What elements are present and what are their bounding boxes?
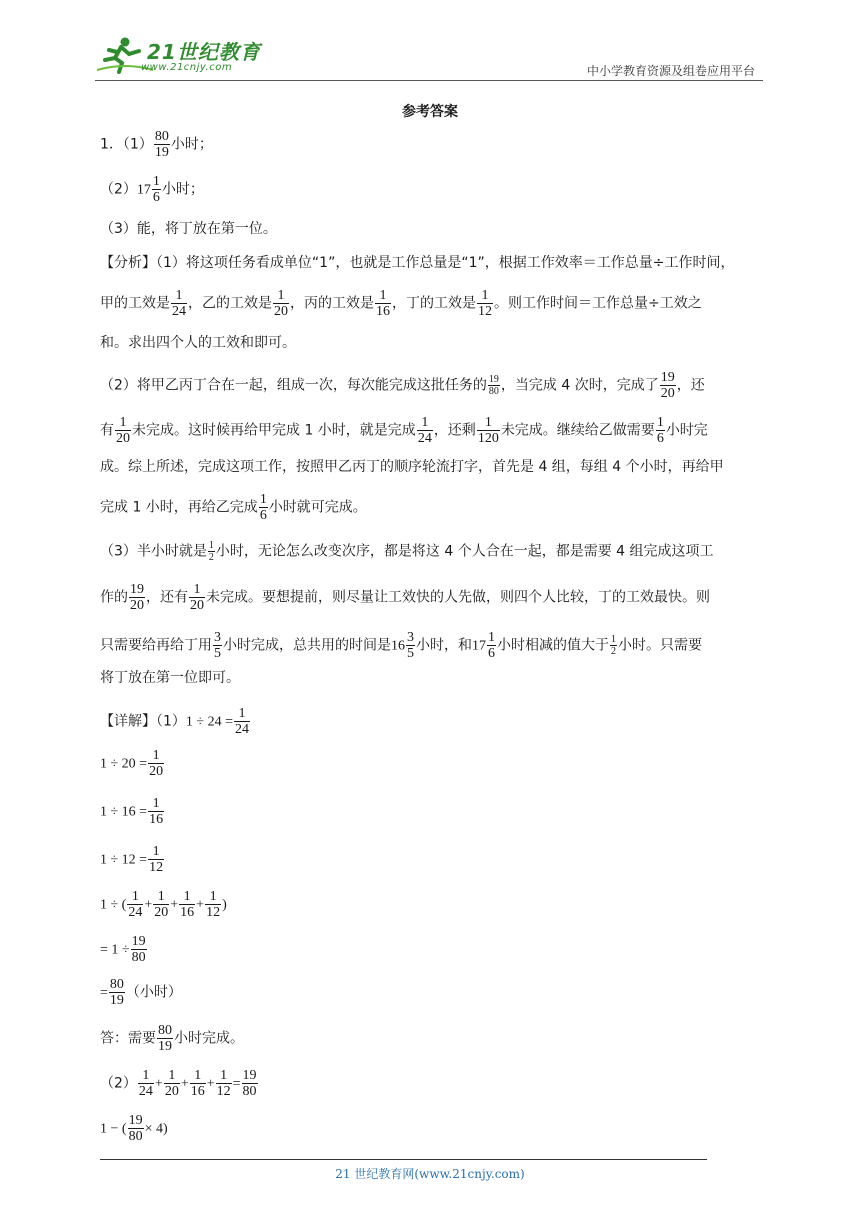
text: 小时，无论怎么改变次序，都是将这 4 个人合在一起，都是需要 4 组完成这项工 xyxy=(215,543,714,560)
denominator: 20 xyxy=(116,431,130,446)
plus-sign: + xyxy=(154,1076,163,1092)
fraction xyxy=(109,977,125,1008)
equation: 1 − ( xyxy=(100,1121,127,1137)
text: 小时； xyxy=(161,181,204,198)
analysis-line-8 xyxy=(100,540,714,563)
denominator: 24 xyxy=(172,304,186,319)
answer-1-1 xyxy=(100,129,213,160)
logo-text: 21世纪教育 xyxy=(147,40,261,64)
denominator: 24 xyxy=(128,905,143,920)
answer-1-3: （3）能，将丁放在第一位。 xyxy=(100,221,277,237)
fraction xyxy=(115,415,131,446)
analysis-line-9 xyxy=(100,582,710,613)
text: 甲的工效是 xyxy=(100,295,170,312)
fraction xyxy=(488,374,500,397)
equation: = xyxy=(232,1076,241,1092)
text: ，丁的工效是 xyxy=(392,295,476,312)
detail-line-4 xyxy=(100,844,165,875)
text: ，丙的工效是 xyxy=(290,295,374,312)
numerator: 1 xyxy=(417,415,433,431)
denominator: 6 xyxy=(488,646,495,661)
text: 1．（1） xyxy=(100,136,153,153)
denominator: 19 xyxy=(158,1039,172,1054)
fraction xyxy=(190,1068,206,1099)
fraction xyxy=(153,889,169,920)
text: 【详解】（1） xyxy=(100,713,186,730)
numerator: 80 xyxy=(109,977,124,992)
fraction xyxy=(234,706,250,737)
numerator: 1 xyxy=(148,796,164,812)
fraction xyxy=(660,370,676,401)
numerator: 1 xyxy=(656,415,664,430)
fraction xyxy=(154,129,170,160)
text: ，还 xyxy=(676,377,705,394)
fraction xyxy=(152,174,161,205)
text: 有 xyxy=(100,422,114,439)
fraction xyxy=(131,934,147,965)
analysis-line-4 xyxy=(100,370,705,401)
text: 答：需要 xyxy=(100,1030,156,1047)
fraction xyxy=(610,634,617,657)
footer-divider xyxy=(100,1159,707,1160)
fraction xyxy=(477,415,500,446)
logo-url: www.21cnjy.com xyxy=(141,62,233,73)
answer-1-2 xyxy=(100,174,204,205)
text: 小时相减的值大于 xyxy=(497,637,609,654)
numerator: 1 xyxy=(148,748,164,764)
text: 未完成。这时候再给甲完成 1 小时，就是完成 xyxy=(132,422,416,439)
numerator: 19 xyxy=(131,934,146,949)
denominator: 24 xyxy=(235,722,250,737)
equation: × 4) xyxy=(144,1121,168,1137)
fraction xyxy=(375,288,391,319)
denominator: 20 xyxy=(274,304,288,319)
numerator: 1 xyxy=(611,634,616,645)
text: 未完成。要想提前，则尽量让工效快的人先做，则四个人比较，丁的工效最快。则 xyxy=(206,589,710,606)
analysis-line-5 xyxy=(100,415,708,446)
plus-sign: + xyxy=(196,897,205,913)
denominator: 20 xyxy=(660,386,675,401)
fraction xyxy=(205,889,221,920)
denominator: 2 xyxy=(611,646,616,657)
text: 只需要给再给丁用 xyxy=(100,637,212,654)
numerator: 1 xyxy=(171,288,187,304)
numerator: 3 xyxy=(407,630,414,645)
numerator: 1 xyxy=(234,706,250,722)
fraction xyxy=(157,1023,173,1054)
fraction xyxy=(179,889,195,920)
equation: 1 ÷ 12 = xyxy=(100,852,148,868)
numerator: 1 xyxy=(477,288,493,304)
detail-line-5 xyxy=(100,889,227,920)
fraction xyxy=(148,796,164,827)
denominator: 20 xyxy=(154,905,169,920)
plus-sign: + xyxy=(206,1076,215,1092)
text: 未完成。继续给乙做需要 xyxy=(500,422,655,439)
text: ，当完成 4 次时，完成了 xyxy=(500,377,659,394)
fraction xyxy=(171,288,187,319)
denominator: 12 xyxy=(216,1084,231,1099)
numerator: 1 xyxy=(164,1068,180,1084)
denominator: 16 xyxy=(376,304,390,319)
plus-sign: + xyxy=(180,1076,189,1092)
equation: 1 ÷ ( xyxy=(100,897,127,913)
equation: = 1 ÷ xyxy=(100,942,130,958)
equation: 1 ÷ 16 = xyxy=(100,804,148,820)
analysis-line-6: 成。综上所述，完成这项工作，按照甲乙丙丁的顺序轮流打字，首先是 4 组，每组 4 个小时，再给甲 xyxy=(100,459,724,475)
detail-line-2 xyxy=(100,748,165,779)
site-logo xyxy=(95,34,295,74)
text: （3）半小时就是 xyxy=(100,543,207,560)
fraction xyxy=(138,1068,154,1099)
denominator: 80 xyxy=(488,386,499,397)
numerator: 19 xyxy=(130,582,144,597)
detail-line-1 xyxy=(100,706,251,737)
detail-line-10 xyxy=(100,1113,168,1144)
text: 小时； xyxy=(170,136,213,153)
denominator: 120 xyxy=(477,431,499,446)
denominator: 16 xyxy=(149,812,164,827)
text: 小时完成。 xyxy=(174,1030,244,1047)
equation: 1 ÷ 24 = xyxy=(185,714,234,730)
fraction xyxy=(242,1068,258,1099)
whole-number: 16 xyxy=(391,638,405,654)
platform-tagline: 中小学教育资源及组卷应用平台 xyxy=(586,64,755,78)
fraction xyxy=(656,415,665,446)
fraction xyxy=(148,748,164,779)
equation: 1 ÷ 20 = xyxy=(100,756,148,772)
numerator: 1 xyxy=(190,1068,206,1084)
denominator: 80 xyxy=(131,950,146,965)
denominator: 24 xyxy=(417,431,432,446)
denominator: 12 xyxy=(149,860,164,875)
analysis-line-7 xyxy=(100,492,367,523)
fraction xyxy=(417,415,433,446)
fraction xyxy=(148,844,164,875)
denominator: 12 xyxy=(478,304,492,319)
numerator: 1 xyxy=(259,492,267,507)
text: 小时完 xyxy=(665,422,708,439)
text: ，乙的工效是 xyxy=(188,295,272,312)
detail-line-7 xyxy=(100,977,182,1008)
plus-sign: + xyxy=(170,897,179,913)
denominator: 20 xyxy=(190,598,204,613)
fraction xyxy=(477,288,493,319)
text: 小时。只需要 xyxy=(618,637,702,654)
numerator: 3 xyxy=(214,630,221,645)
numerator: 1 xyxy=(115,415,131,431)
fraction xyxy=(406,630,415,661)
denominator: 12 xyxy=(206,905,221,920)
whole-number: 17 xyxy=(136,182,151,198)
denominator: 19 xyxy=(109,993,124,1008)
denominator: 24 xyxy=(138,1084,153,1099)
numerator: 1 xyxy=(216,1068,232,1084)
denominator: 20 xyxy=(149,764,164,779)
text: 作的 xyxy=(100,589,128,606)
equation: ) xyxy=(222,897,227,913)
numerator: 1 xyxy=(477,415,500,431)
denominator: 20 xyxy=(164,1084,179,1099)
text: 小时完成，总共用的时间是 xyxy=(223,637,391,654)
numerator: 80 xyxy=(158,1023,172,1038)
fraction xyxy=(128,1113,144,1144)
denominator: 2 xyxy=(208,552,214,563)
fraction xyxy=(129,582,145,613)
numerator: 1 xyxy=(488,630,495,645)
numerator: 80 xyxy=(154,129,169,144)
fraction xyxy=(208,540,215,563)
denominator: 6 xyxy=(259,508,267,523)
denominator: 80 xyxy=(128,1129,143,1144)
numerator: 1 xyxy=(153,889,169,905)
denominator: 6 xyxy=(152,190,160,205)
numerator: 1 xyxy=(208,540,214,551)
numerator: 1 xyxy=(127,889,143,905)
fraction xyxy=(164,1068,180,1099)
whole-number: 17 xyxy=(472,638,486,654)
denominator: 16 xyxy=(190,1084,205,1099)
fraction xyxy=(273,288,289,319)
analysis-line-2 xyxy=(100,288,702,319)
numerator: 1 xyxy=(189,582,205,598)
text: 完成 1 小时，再给乙完成 xyxy=(100,499,258,516)
numerator: 1 xyxy=(179,889,195,905)
fraction xyxy=(259,492,268,523)
fraction xyxy=(189,582,205,613)
plus-sign: + xyxy=(144,897,153,913)
analysis-line-3: 和。求出四个人的工效和即可。 xyxy=(100,335,296,351)
denominator: 5 xyxy=(407,646,414,661)
denominator: 20 xyxy=(130,598,144,613)
numerator: 1 xyxy=(205,889,221,905)
text: （2） xyxy=(100,1075,137,1092)
text: （2） xyxy=(100,181,137,198)
fraction xyxy=(127,889,143,920)
text: 小时就可完成。 xyxy=(268,499,367,516)
detail-line-6 xyxy=(100,934,148,965)
text: （小时） xyxy=(125,984,182,1001)
text: 。则工作时间＝工作总量÷工效之 xyxy=(494,295,702,312)
numerator: 1 xyxy=(375,288,391,304)
page-header xyxy=(95,30,763,81)
numerator: 19 xyxy=(660,370,675,385)
numerator: 1 xyxy=(138,1068,154,1084)
numerator: 19 xyxy=(128,1113,143,1128)
text: ，还剩 xyxy=(433,422,476,439)
denominator: 16 xyxy=(180,905,195,920)
fraction xyxy=(213,630,222,661)
denominator: 19 xyxy=(154,145,169,160)
numerator: 1 xyxy=(152,174,160,189)
detail-line-9 xyxy=(100,1068,259,1099)
equation: = xyxy=(100,985,108,1001)
analysis-line-1: 【分析】（1）将这项任务看成单位“1”，也就是工作总量是“1”，根据工作效率＝工作总量÷工作时间， xyxy=(100,255,735,271)
fraction xyxy=(487,630,496,661)
text: 小时，和 xyxy=(416,637,472,654)
denominator: 6 xyxy=(656,431,664,446)
detail-line-8 xyxy=(100,1023,244,1054)
detail-line-3 xyxy=(100,796,165,827)
denominator: 5 xyxy=(214,646,221,661)
fraction xyxy=(216,1068,232,1099)
numerator: 1 xyxy=(148,844,164,860)
analysis-line-11: 将丁放在第一位即可。 xyxy=(100,670,240,686)
text: ，还有 xyxy=(146,589,188,606)
page-title: 参考答案 xyxy=(402,104,458,120)
denominator: 80 xyxy=(242,1084,257,1099)
numerator: 1 xyxy=(273,288,289,304)
text: （2）将甲乙丙丁合在一起，组成一次，每次能完成这批任务的 xyxy=(100,377,487,394)
numerator: 19 xyxy=(242,1068,257,1083)
page-footer: 21 世纪教育网(www.21cnjy.com) xyxy=(335,1167,525,1181)
analysis-line-10 xyxy=(100,630,702,661)
numerator: 19 xyxy=(488,374,499,385)
